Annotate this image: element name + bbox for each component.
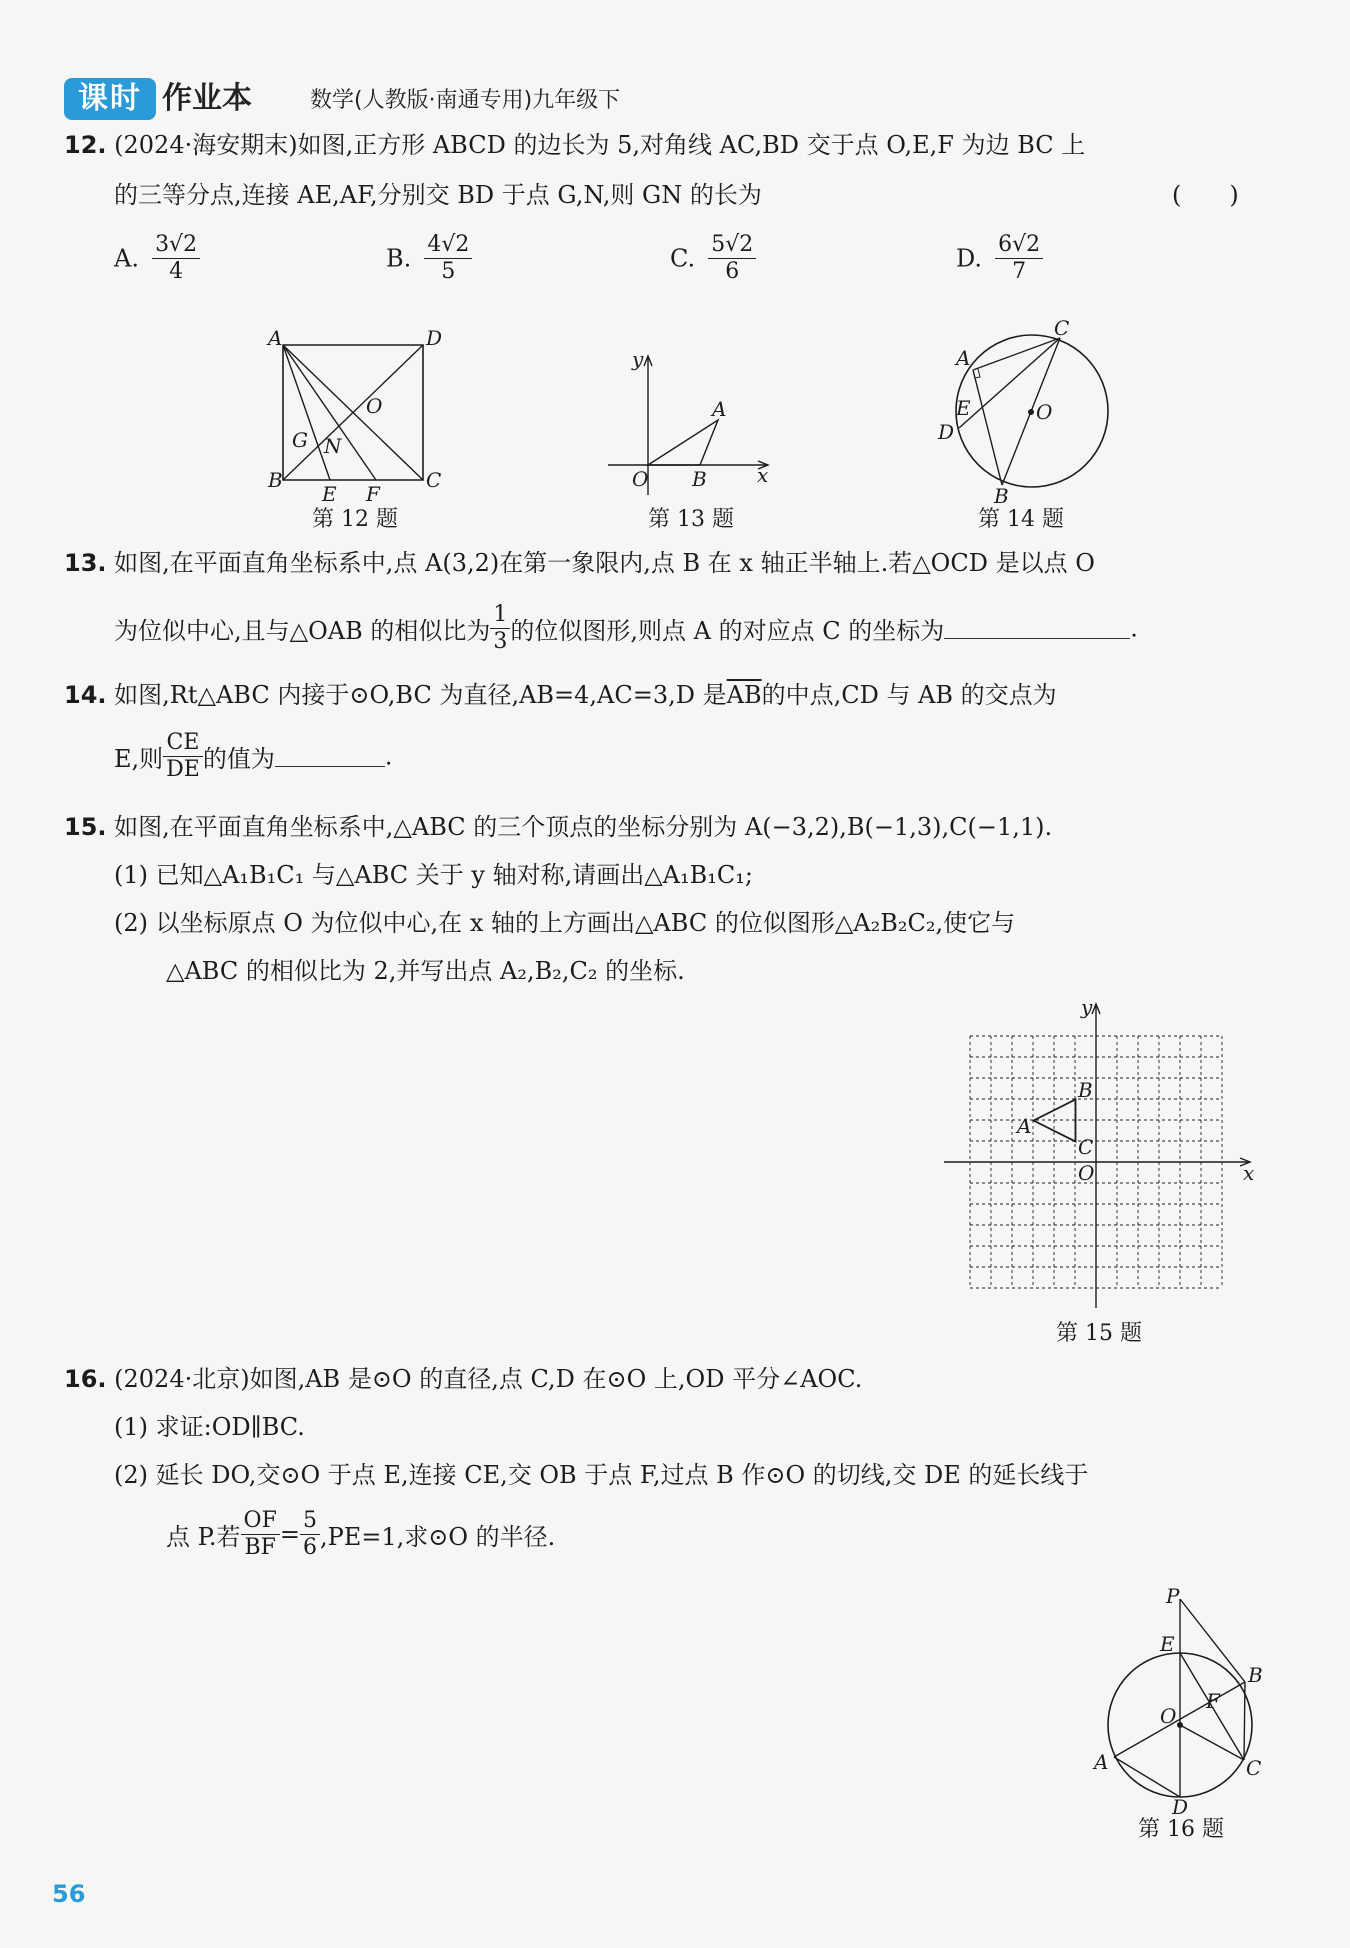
q12-line1 (64, 130, 1085, 160)
q12-answer-paren: ( ) (1172, 181, 1239, 209)
q12-text2: 的三等分点,连接 AE,AF,分别交 BD 于点 G,N,则 GN 的长为 (114, 181, 762, 209)
label-o: O (632, 467, 649, 491)
q14-figure (930, 315, 1120, 505)
q13-answer-blank[interactable] (944, 618, 1130, 639)
label-b: B (994, 484, 1009, 505)
q13-text1: 如图,在平面直角坐标系中,点 A(3,2)在第一象限内,点 B 在 x 轴正半轴上.若△OCD 是以点 O (114, 549, 1095, 577)
q16-part2-cont: 点 P.若 $\frac{OF}{BF}$ = $\frac{5}{6}$ ,PE=1,求⊙O 的半径. (166, 1508, 556, 1560)
q15-caption: 第 15 题 (1056, 1321, 1142, 1346)
q15-part1: (1) 已知△A₁B₁C₁ 与△ABC 关于 y 轴对称,请画出△A₁B₁C₁; (114, 861, 753, 889)
label-a: A (1094, 1750, 1109, 1774)
q14-number: 14. (64, 681, 107, 709)
q16-number: 16. (64, 1365, 107, 1393)
label-a: A (268, 326, 283, 350)
q15-number: 15. (64, 813, 107, 841)
q12-text1: (2024·海安期末)如图,正方形 ABCD 的边长为 5,对角线 AC,BD 交于点 O,E,F 为边 BC 上 (114, 131, 1086, 159)
q14-answer-blank[interactable] (275, 746, 385, 767)
q14-caption: 第 14 题 (978, 507, 1064, 532)
q15-figure (940, 1000, 1260, 1310)
label-d: D (1172, 1795, 1189, 1815)
label-a: A (1017, 1114, 1032, 1138)
q12-option-a: A. $\frac{3√2}{4}$ (114, 232, 200, 285)
label-b: B (692, 467, 707, 491)
q16-line1: 16. (2024·北京)如图,AB 是⊙O 的直径,点 C,D 在⊙O 上,OD 平分∠AOC. (64, 1365, 863, 1393)
q16-figure (1090, 1585, 1270, 1815)
label-e: E (956, 396, 971, 420)
q14-line2: E,则 $\frac{CE}{DE}$ 的值为 . (114, 730, 393, 782)
label-f: F (366, 482, 380, 505)
q14-line1: 14. 如图,Rt△ABC 内接于⊙O,BC 为直径,AB=4,AC=3,D 是$\overline{AB}$的中点,CD 与 AB 的交点为 (64, 681, 1057, 709)
q12-option-d: D. $\frac{6√2}{7}$ (956, 232, 1043, 285)
label-o: O (1036, 400, 1053, 424)
q15-line1: 15. 如图,在平面直角坐标系中,△ABC 的三个顶点的坐标分别为 A(−3,2),B(−1,3),C(−1,1). (64, 813, 1053, 841)
label-o: O (1160, 1704, 1177, 1728)
label-d: D (938, 420, 955, 444)
q15-part2-cont: △ABC 的相似比为 2,并写出点 A₂,B₂,C₂ 的坐标. (166, 957, 685, 985)
q12-option-c: C. $\frac{5√2}{6}$ (670, 232, 756, 285)
series-badge: 课时 (64, 78, 156, 120)
label-x: x (757, 463, 769, 487)
label-y: y (632, 350, 644, 371)
q16-caption: 第 16 题 (1138, 1817, 1224, 1842)
label-d: D (426, 326, 443, 350)
label-g: G (292, 428, 308, 452)
label-o: O (366, 394, 383, 418)
label-c: C (426, 468, 442, 492)
q13-line2: 为位似中心,且与△OAB 的相似比为 $\frac{1}{3}$ 的位似图形,则点 A 的对应点 C 的坐标为 . (114, 602, 1138, 654)
label-a: A (712, 397, 727, 421)
label-b: B (268, 468, 283, 492)
label-p: P (1166, 1585, 1180, 1608)
q13-number: 13. (64, 549, 107, 577)
label-b: B (1078, 1078, 1093, 1102)
label-a: A (956, 346, 971, 370)
q16-part2: (2) 延长 DO,交⊙O 于点 E,连接 CE,交 OB 于点 F,过点 B 作⊙O 的切线,交 DE 的延长线于 (114, 1461, 1089, 1489)
q12-number: 12. (64, 131, 107, 159)
label-c: C (1246, 1756, 1262, 1780)
label-e: E (1160, 1632, 1175, 1656)
q13-figure (600, 350, 780, 500)
label-f: F (1206, 1689, 1220, 1713)
label-e: E (322, 482, 337, 505)
label-y: y (1081, 1000, 1093, 1019)
q13-caption: 第 13 题 (648, 507, 734, 532)
book-subtitle: 数学(人教版·南通专用)九年级下 (310, 88, 621, 113)
q12-caption: 第 12 题 (312, 507, 398, 532)
q16-part1: (1) 求证:OD∥BC. (114, 1413, 305, 1441)
label-o: O (1078, 1161, 1095, 1185)
series-title: 作业本 (162, 81, 252, 116)
q15-part2: (2) 以坐标原点 O 为位似中心,在 x 轴的上方画出△ABC 的位似图形△A₂B₂C₂,使它与 (114, 909, 1016, 937)
label-b: B (1248, 1663, 1263, 1687)
label-c: C (1054, 316, 1070, 340)
label-c: C (1078, 1135, 1094, 1159)
q12-figure (258, 325, 458, 505)
label-x: x (1243, 1161, 1255, 1185)
arc-ab: $\overline{AB}$ (726, 681, 762, 709)
q13-line1 (64, 548, 1095, 578)
label-n: N (324, 434, 342, 458)
q12-option-b: B. $\frac{4√2}{5}$ (386, 232, 472, 285)
page-number: 56 (52, 1880, 86, 1908)
